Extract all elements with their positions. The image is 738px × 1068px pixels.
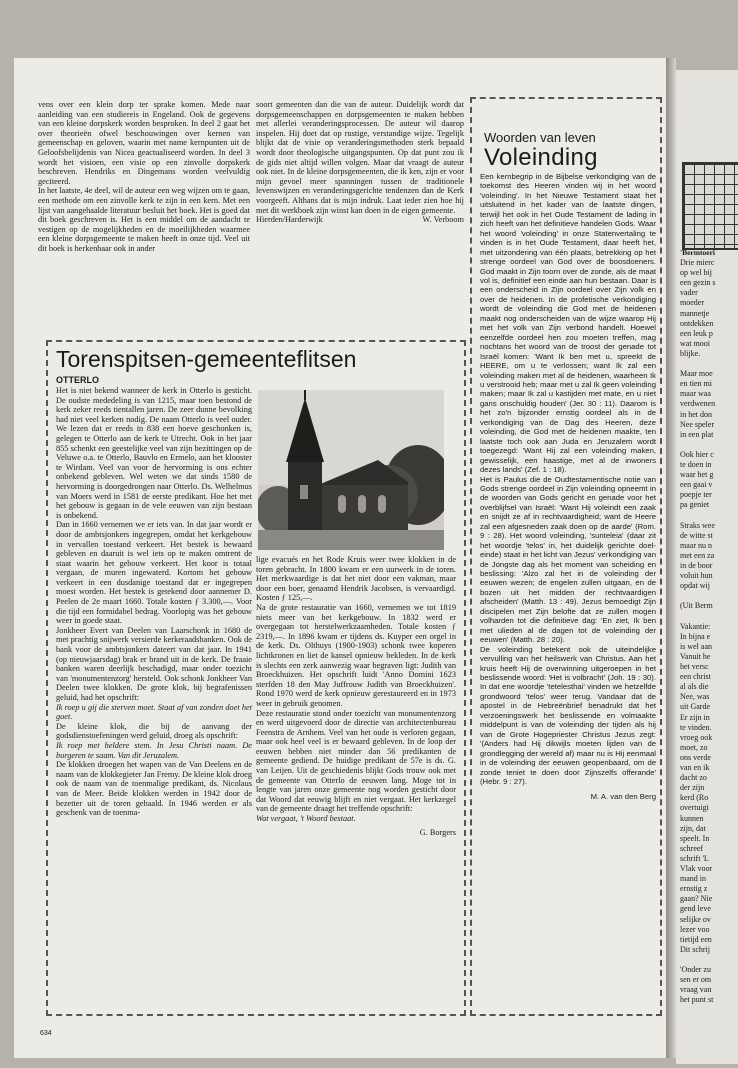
torenspitsen-paragraph: De klokken droegen het wapen van de Van Deelens en de naam van de klokkegieter Jan Fremy. De kleine klok droeg ook de naam van de toenmalige predikant, ds. Nicolaus van de Meer. Beide klokken werden in 1942 door de bezetter uit de toren gehaald. In 1946 werden er als geschenk van de toenma- <box>56 760 252 818</box>
adjacent-page-line: Vlak voor <box>680 864 713 873</box>
adjacent-page-line: het versc <box>680 662 709 671</box>
adjacent-page-line: ons verde <box>680 752 711 762</box>
bell-inscription: Ik roep u gij die sterven moet. Staat af van zonden doet het goet. <box>56 702 252 722</box>
adjacent-page-line: een christ <box>680 672 711 682</box>
adjacent-page-line: tietijd een <box>680 934 712 944</box>
torenspitsen-right-column <box>256 555 456 837</box>
torenspitsen-paragraph: lige evacués en het Rode Kruis weer twee klokken in de toren gebracht. In 1800 kwam er een uurwerk in de toren. Het merkwaardige is dat het niet door een vakman, maar door een boer, genaamd Hendrik Jacobsen, is vervaardigd. Kosten ƒ 125,—. <box>256 555 456 603</box>
voleinding-body <box>480 172 656 802</box>
adjacent-page-line: Ook hier c <box>680 449 714 459</box>
adjacent-page-line: verdwenen <box>680 399 716 409</box>
column-kicker: Woorden van leven <box>484 130 596 145</box>
adjacent-page-line: moet, zo <box>680 742 708 752</box>
torenspitsen-paragraph: De kleine klok, die bij de aanvang der godsdienstoefeningen werd geluid, droeg als opschrift: <box>56 721 252 741</box>
adjacent-page-line: en tien mi <box>680 379 712 389</box>
adjacent-page-line: Nee speler <box>680 419 714 429</box>
adjacent-page-line: vraag van <box>680 985 712 995</box>
adjacent-page-line: poepje ter <box>680 490 712 500</box>
adjacent-page-line: (Uit Berm <box>680 601 713 611</box>
page-number: 634 <box>40 1030 52 1037</box>
adjacent-page-line: vroeg ook <box>680 732 713 742</box>
voleinding-paragraph: Het is Paulus die de Oudtestamentische notie van Gods strenge oordeel in Zijn voleinding opneemt in de woorden van Gods gericht en genade voor het overblijfsel van Israël: 'Want Hij voleindt een zaak en snijdt ze af in rechtvaardigheid; want de Heere zal een afgesneden zaak doen op de aarde' (Rom. 9 : 28). Het woord voleinding, 'sunteleia' (daar zit het woordje 'telos' in, het duidelijk gerichte doel-einde) staat in het licht van Jezus' verkondiging van de Jongste dag als het moment van scheiding en beslissing: 'Alzo zal het in de voleinding der eeuwen wezen; de engelen zullen uitgaan, en de bozen uit het midden der rechtvaardigen afscheiden' (Matth. 13 : 49). Jezus bemoedigt Zijn discipelen met Zijn belofte dat ze zullen mogen volharden tot die definitieve dag: 'En ziet, Ik ben met ulieden al de dagen tot de voleinding der eeuwen' (Matth. 28 : 20). <box>480 474 656 645</box>
adjacent-page-line: der zijn <box>680 783 705 793</box>
adjacent-page-line: Dit schrij <box>680 944 710 954</box>
adjacent-page-line: Drie mierc <box>680 258 715 267</box>
church-photo <box>258 390 444 550</box>
adjacent-page-line: moeder <box>680 298 704 308</box>
torenspitsen-author: G. Borgers <box>419 827 456 837</box>
review-paragraph: soort gemeenten dan die van de auteur. Duidelijk wordt dat dorpsgemeenschappen en dorpsgemeenten te maken hebben met allerlei veranderingsprocessen. De auteur wil daarop inspelen. Hij doet dat op rustige, verstandige wijze. Tegelijk blijkt dat de visie op veranderingsmethoden sterk bepaald wordt door theologische uitgangspunten. Op dat punt zou ik de gids niet altijd willen volgen. Maar dat vraagt de auteur ook niet. In de kleine dorpsgemeenten, die ik ken, zijn er voor mijn gevoel meer spanningen tussen de traditionele levenswijzen en veranderingsgerichte tendenzen dan de Kerk voorgeeft. Althans dat is mijn indruk. Laat ieder zien hoe hij met dit werkboek zijn winst kan doen in de eigen gemeente. <box>256 100 464 215</box>
adjacent-page-line: ontdekken <box>680 318 714 328</box>
adjacent-page-line: wat mooi <box>680 338 710 348</box>
adjacent-page-line: ernstig z <box>680 884 708 894</box>
adjacent-page-line: op wel bij <box>680 268 712 278</box>
adjacent-page-line: in een plat <box>680 429 714 439</box>
adjacent-page-line: Straks wee <box>680 520 715 530</box>
adjacent-page-line: een leuk p <box>680 328 713 338</box>
adjacent-page-line: in het don <box>680 409 712 419</box>
adjacent-page <box>676 70 738 1064</box>
review-column-1 <box>38 100 250 254</box>
adjacent-page-line: in de boor <box>680 561 713 570</box>
adjacent-page-line: maar waa <box>680 389 711 399</box>
adjacent-page-line: is wel aan <box>680 641 712 651</box>
adjacent-page-line: al als die <box>680 682 709 692</box>
adjacent-page-line: sen er om <box>680 975 712 985</box>
adjacent-page-line: schreef <box>680 843 704 853</box>
review-paragraph: vens over een klein dorp ter sprake komen. Mede naar aanleiding van een studiereis in Engeland. Ook de gegevens van een kleine dorpskerk worden besproken. In deel 2 gaat het over theorieën ofwel beschouwingen over kernen van gemeenschap en geloven, waarin met name kernpunten uit de Geloofsbelijdenis van Nicea geactualiseerd worden. In deel 3 wordt het visioen, een visie op een zinvolle dorpskerk beschreven. Hendriks en Dingemans worden veelvuldig geciteerd. <box>38 100 250 186</box>
adjacent-page-line: zijn, dat <box>680 823 706 833</box>
voleinding-paragraph: De voleinding betekent ook de uiteindelijke vervulling van het heilswerk van Christus. Aan het kruis heeft Hij de overwinning uitgeroepen in het beslissende woord: 'Het is volbracht' (Joh. 19 : 30). In dat ene woordje 'tetelesthai' vinden we hetzelfde grondwoord 'telos' weer terug. Vandaar dat de apostel in de Hebreënbrief benadrukt dat het verzoeningswerk het beslissende en volmaakte middelpunt is van de voleinding der tijden als hij van de Grote Hogepriester Christus Jezus zegt: '(Anders had Hij dikwijls moeten lijden van de grondlegging der wereld af) maar nu is Hij eenmaal in de voleinding der eeuwen geopenbaard, om de zonde teniet te doen door Zijnszelfs offerande' (Hebr. 9 : 27). <box>480 644 656 786</box>
adjacent-page-line: dacht zo <box>680 773 707 783</box>
adjacent-page-line: Maar moe <box>680 369 713 379</box>
adjacent-page-line: een gezin s <box>680 278 716 288</box>
torenspitsen-paragraph: Na de grote restauratie van 1660, vernemen we tot 1819 niets meer van het kerkgebouw. In 1832 werd er overgegaan tot herstelwerkzaamheden. Totale kosten ƒ 2319,—. In 1896 kwam er tijdens ds. Kuyper een orgel in de kerk. Ds. Olthuys (1900-1903) schonk twee koperen lichtkronen en liet de kansel opnieuw bekleden. In de kerk is slechts een zerk aanwezig waar begraven ligt: Judith van Broeckhuizen. Het opschrift luidt 'Anno Domini 1623 sterfden 18 den May Juffrouw Judith van Broeckhuizen'. Rond 1970 werd de kerk opnieuw gerestaureerd en in 1973 weer in gebruik genomen. <box>256 602 456 708</box>
adjacent-page-line: Er zijn in <box>680 712 710 722</box>
adjacent-page-line: Vakantie: <box>680 621 711 631</box>
torenspitsen-paragraph: Dan in 1660 vernemen we er iets van. In dat jaar wordt er door de ambtsjonkers ingegrepen, omdat het kerkgebouw in vervallen toestand verkeert. Het bestek is bewaard gebleven en daaruit is wel iets op te maken omtrent de staat waarin het gebouw verkeert. Het koor is totaal vergaan, de muren ingewaterd. Kortom het gebouw verkeert in een dusdanige toestand dat er ingegrepen moest worden. Het bestek is getekend door aannemer D. Peelen de 2e maart 1660. Totale kosten ƒ 3.300,—. Voor die tijd een formidabel bedrag. Voorlopig was het gebouw weer in goede staat. <box>56 520 252 626</box>
adjacent-page-line: een gaai v <box>680 480 713 490</box>
adjacent-page-line: speelt. In <box>680 833 710 843</box>
adjacent-page-line: kerd (Ro <box>680 793 709 803</box>
adjacent-page-line: te vinden. <box>680 722 712 732</box>
church-illustration <box>258 390 444 550</box>
adjacent-page-line: het punt st <box>680 995 714 1005</box>
adjacent-page-line: overtuigi <box>680 803 709 813</box>
voleinding-author: M. A. van den Berg <box>590 792 656 802</box>
adjacent-page-line: waar het g <box>680 470 714 480</box>
adjacent-page-line: mand in <box>680 874 706 884</box>
adjacent-page-line: voluit hun <box>680 571 713 581</box>
adjacent-page-line: In bijna e <box>680 631 711 641</box>
adjacent-page-line: Vanuit he <box>680 651 711 661</box>
torenspitsen-paragraph: Het is niet bekend wanneer de kerk in Otterlo is gesticht. De oudste mededeling is van 1215, maar toen bestond de kerk zeker reeds tientallen jaren. De zeer dunne bevolking had niet veel kerken nodig. De naam Otterlo is veel ouder. We lezen dat er reeds in 838 een hoeve geschonken is, gelegen te Otterlo aan de kerk te Utrecht. Ook in het jaar 855 schenkt een geestelijke veel van zijn bezittingen op de Veluwe o.a. te Otterlo, Bauvlo en Ermelo, aan het klooster te Wirdam. Veel van voor de hervorming is ons echter onbekend gebleven. Wel weten we dat sinds 1580 de hervorming is doorgedrongen naar Otterlo. Ds. Welhelmus van Moers werd in 1581 de eerste predikant. Hoe het met het gebouw is gegaan in de vele eeuwen van zijn bestaan is onbekend. <box>56 386 252 520</box>
adjacent-page-line: opdat wij <box>680 581 710 591</box>
adjacent-page-line: te doen in <box>680 460 712 469</box>
review-column-2 <box>256 100 464 225</box>
church-seal-motto: Wat vergaat, 't Woord bestaat. <box>256 814 356 824</box>
review-paragraph: In het laatste, 4e deel, wil de auteur een weg wijzen om te gaan, een methode om een zinvolle kerk te zijn in een kern. Met een lijst van aangehaalde literatuur besluit het boek. Het is goed dat dit boek geschreven is. Het is een middel om de aandacht te vestigen op de mogelijkheden en de moeilijkheden waarmee een kleine dorpsgemeente te maken heeft in onze tijd. Veel uit dit boek is herkenbaar ook in ander <box>38 186 250 253</box>
adjacent-page-line: uit Garde <box>680 702 710 712</box>
adjacent-page-line: schrift 'L <box>680 853 709 863</box>
adjacent-page-line: de witte st <box>680 530 713 540</box>
torenspitsen-place: OTTERLO <box>56 375 99 385</box>
torenspitsen-left-column <box>56 386 252 818</box>
adjacent-page-line: blijke. <box>680 348 701 358</box>
bell-inscription: Ik roep met heldere stem. In Jesu Christi naam. De burgeren te saam. Van dit Jeruzalem. <box>56 740 252 760</box>
adjacent-box-label: 'Bermtoeri <box>680 248 715 257</box>
voleinding-paragraph: Een kernbegrip in de Bijbelse verkondiging van de toekomst des Heeren vinden wij in het woord 'voleinding'. In het Nieuwe Testament staat het uitsluitend in het kader van de laatste dingen, terwijl het ook in het Oude Testament de lading in zich heeft van het definitieve handelen Gods. Waar het woord 'voleinding' in onze Statenvertaling te vinden is in het Oude Testament, daar heeft het, met uitzondering van één plaats, betrekking op het strenge oordeel van God over de boosdoeners. God maakt in Zijn toorn over de zonde, als de maat vol is, definitief een einde aan hun bestaan. Daar is een onderscheid in Zijn oordeel over Zijn volk en over de heidenen. In de profetische verkondiging wordt de voleinding die God met de heidenen maakt nog onderscheiden van de wijze waarop Hij met het volk van Zijn verbond handelt. Hoewel eenzelfde oordeel hen zou moeten treffen, mag nochtans het woord van de troost der genade tot Israël komen: 'Want Ik ben met u, spreekt de HEERE, om u te verlossen; want Ik zal een voleinding maken met al de heidenen, waarheen Ik u verstrooid heb; maar met u zal Ik geen voleinding maken; maar Ik zal u kastijden met mate, en u niet gans onschuldig houden' (Jer. 30 : 11). Daarom is het zo'n bijzonder ernstig oordeel als in de verkondiging van de Dag des Heeren, deze voleinding, die God met de heidenen maakte, ten laatste toch ook aan Juda en Jeruzalem wordt toegezegd: 'Want Hij zal een voleinding maken, gewisselijk, een haastige, met al de inwoners dezes lands' (Zef. 1 : 18). <box>480 172 656 475</box>
adjacent-page-line: van en ik <box>680 763 710 772</box>
review-author: W. Verboom <box>422 215 464 225</box>
adjacent-page-line: pa geniet <box>680 500 710 510</box>
adjacent-page-line: vader <box>680 288 698 298</box>
torenspitsen-title: Torenspitsen-gemeenteflitsen <box>56 346 357 372</box>
adjacent-page-line: met een za <box>680 550 715 560</box>
torenspitsen-paragraph: Jonkheer Evert van Deelen van Laarschonk in 1680 de met prachtig snijwerk versierde kerkeraadsbanken. Ook de bank voor de ambtsjonkers dateert van dat jaar. In 1941 (op nieuwjaarsdag) brak er brand uit in de kerk. De fraaie banken waren deerlijk beschadigd, maar onder toezicht van 'monumentenzorg' hersteld. Ook schonk Jonkheer Van Deelen twee klokken. De grote klok, bij begrafenissen geluid, had het opschrift: <box>56 625 252 702</box>
review-signature <box>256 215 464 225</box>
adjacent-page-line: lezer voo <box>680 924 710 934</box>
adjacent-page-line: gend leve <box>680 904 711 914</box>
adjacent-page-line: maar nu n <box>680 540 712 550</box>
adjacent-page-line: selijke ov <box>680 914 711 924</box>
adjacent-page-line: mannetje <box>680 308 710 318</box>
adjacent-page-image <box>682 162 738 250</box>
adjacent-page-line: Nee, was <box>680 692 710 702</box>
adjacent-page-line: kunnen <box>680 813 704 823</box>
adjacent-page-line: gaan? Nie <box>680 894 713 904</box>
torenspitsen-paragraph: Deze restauratie stond onder toezicht van monumentenzorg en werd uitgevoerd door de directie van architectenbureau Feenstra de Arnhem. Veel van het oude is verloren gegaan, maar ook heel veel is er bewaard gebleven. In de loop der eeuwen hebben niet minder dan 56 predikanten de gemeente gediend. De huidige predikant de 57e is ds. G. van Leijen. Uit de geschiedenis blijkt Gods trouw ook met de gemeente van Otterlo de eeuwen lang. Moge tot in lengte van jaren onze gemeente nog worden gesticht door dat Woord dat eeuwig blijft en niet vergaat. Het kerkzegel van de gemeente draagt het treffende opschrift: <box>256 708 456 814</box>
adjacent-page-line: 'Onder zu <box>680 965 711 974</box>
article-title: Voleinding <box>484 144 598 171</box>
book-gutter <box>666 58 676 1058</box>
review-place: Hierden/Harderwijk <box>256 215 323 225</box>
